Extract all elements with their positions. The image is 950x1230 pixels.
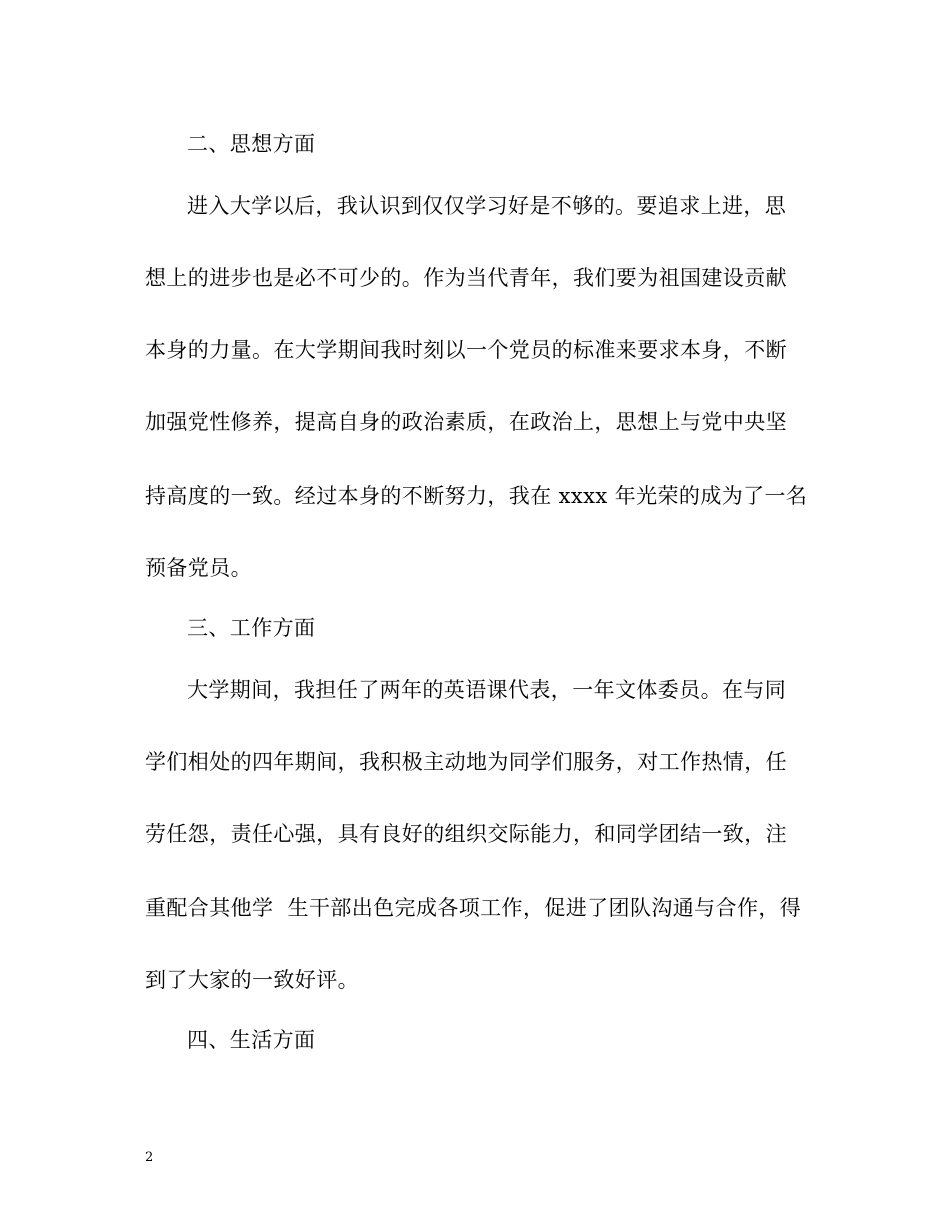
section-heading-life: 四、生活方面	[187, 1028, 316, 1052]
paragraph-line: 预备党员。	[145, 556, 252, 580]
paragraph-line: 到了大家的一致好评。	[145, 968, 359, 992]
paragraph-line: 劳任怨，责任心强，具有良好的组织交际能力，和同学团结一致，注	[145, 822, 787, 846]
section-heading-work: 三、工作方面	[187, 616, 316, 640]
section-heading-thought: 二、思想方面	[187, 132, 316, 156]
paragraph-line: 加强党性修养，提高自身的政治素质，在政治上，思想上与党中央坚	[145, 410, 787, 434]
paragraph-line: 本身的力量。在大学期间我时刻以一个党员的标准来要求本身，不断	[145, 338, 787, 362]
paragraph-line: 学们相处的四年期间，我积极主动地为同学们服务，对工作热情，任	[145, 750, 787, 774]
paragraph-line: 重配合其他学 生干部出色完成各项工作，促进了团队沟通与合作，得	[145, 896, 802, 920]
page-number: 2	[145, 1150, 154, 1165]
paragraph-line: 持高度的一致。经过本身的不断努力，我在 xxxx 年光荣的成为了一名	[145, 484, 808, 508]
paragraph-line: 想上的进步也是必不可少的。作为当代青年，我们要为祖国建设贡献	[145, 266, 787, 290]
paragraph-line: 进入大学以后，我认识到仅仅学习好是不够的。要追求上进，思	[187, 194, 787, 218]
paragraph-line: 大学期间，我担任了两年的英语课代表，一年文体委员。在与同	[187, 678, 787, 702]
